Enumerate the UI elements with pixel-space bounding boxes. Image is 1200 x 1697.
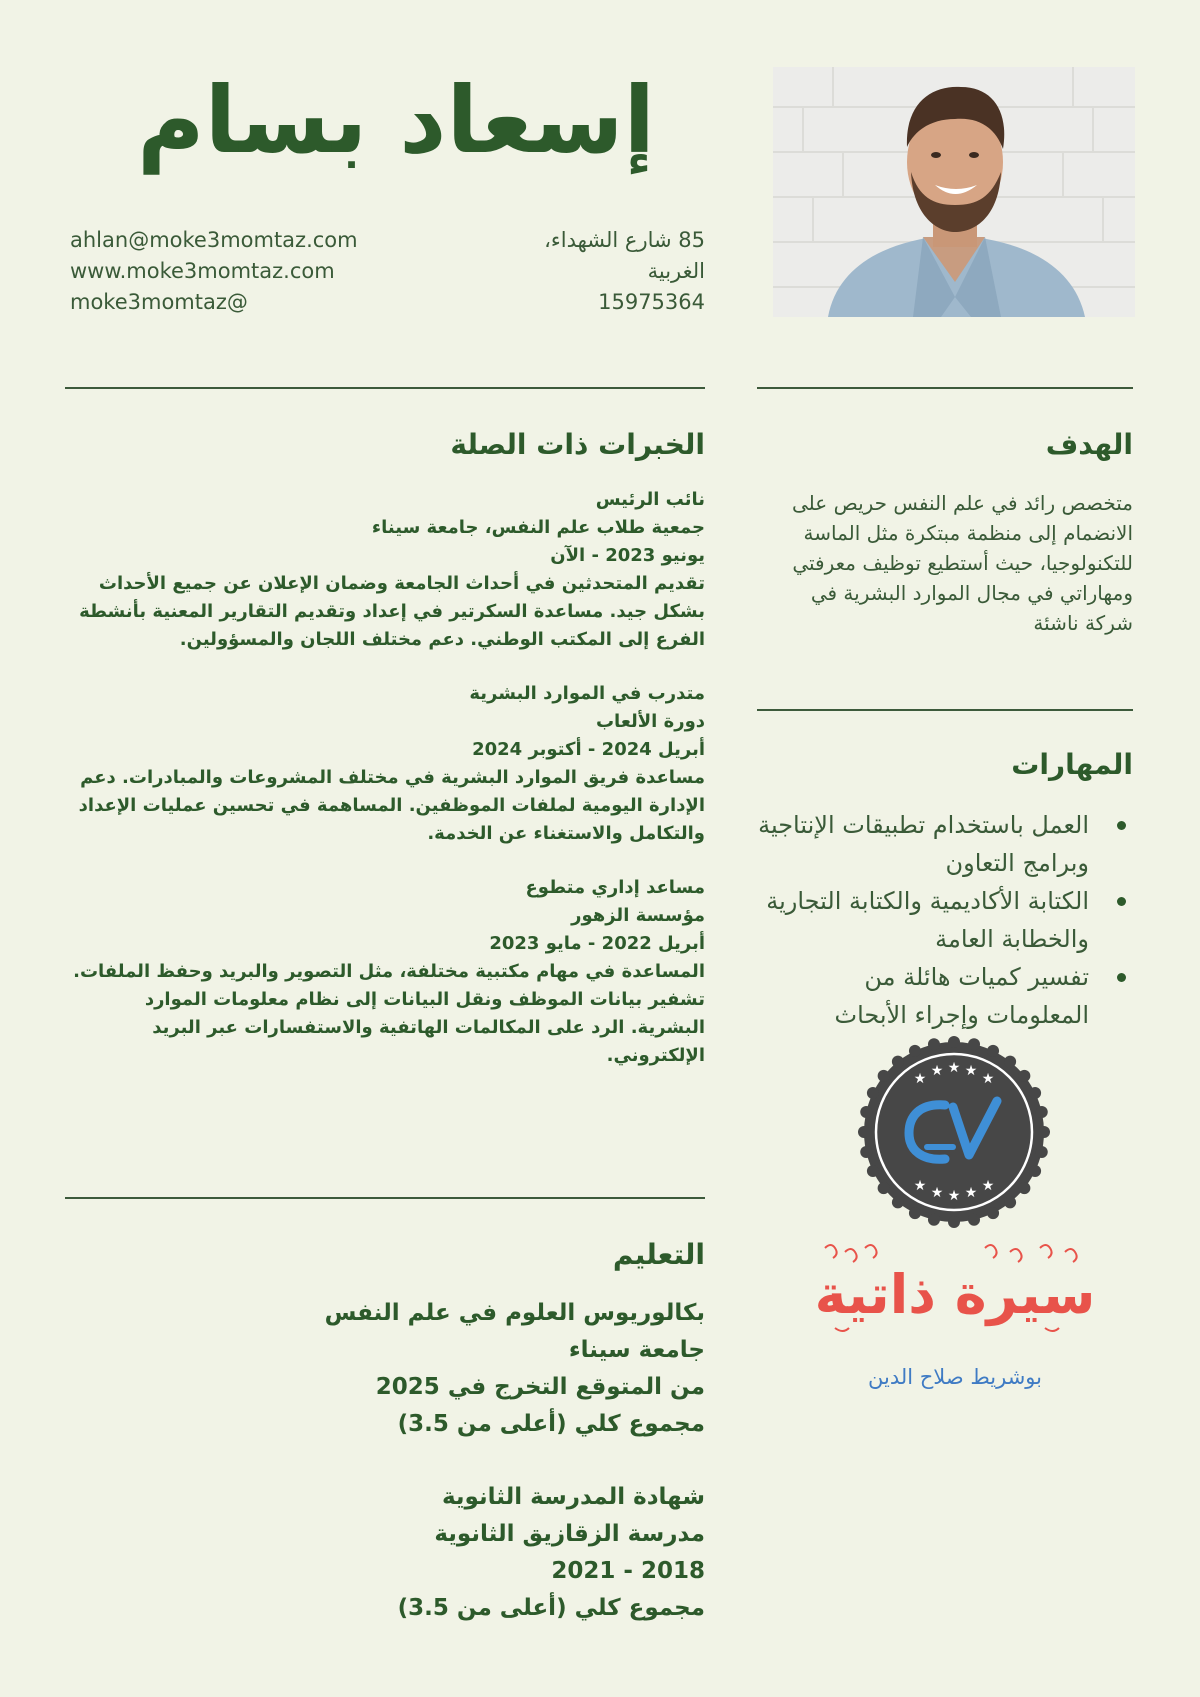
job-entry [65, 486, 705, 654]
svg-text:★: ★ [930, 1063, 944, 1079]
logo-author: بوشريط صلاح الدين [867, 1365, 1042, 1389]
job-role: متدرب في الموارد البشرية [469, 683, 705, 704]
skill-text: العمل باستخدام تطبيقات الإنتاجية وبرامج التعاون [758, 811, 1089, 877]
svg-text:★: ★ [964, 1185, 978, 1201]
address-region: الغربية [647, 259, 705, 283]
job-role: نائب الرئيس [595, 489, 705, 510]
cv-seal-icon [857, 1035, 1051, 1229]
education-list [65, 1295, 705, 1663]
job-entry [65, 680, 705, 848]
social-handle[interactable]: moke3momtaz@ [70, 290, 248, 314]
degree-dates: 2018 - 2021 [551, 1558, 705, 1584]
divider-left-top [65, 387, 705, 389]
candidate-name: إسعاد بسام [137, 67, 655, 174]
degree-dates: من المتوقع التخرج في 2025 [375, 1374, 705, 1400]
divider-right-middle [757, 709, 1133, 711]
svg-text:★: ★ [913, 1178, 927, 1194]
seal-scallop [892, 1056, 904, 1068]
seal-scallop [878, 1182, 890, 1194]
cv-title-text: سيرة ذاتية [814, 1263, 1096, 1326]
degree-entry [65, 1295, 705, 1443]
seal-scallop [909, 1045, 921, 1057]
svg-text:★: ★ [913, 1071, 927, 1087]
seal-scallop [1018, 1070, 1030, 1082]
seal-scallop [1004, 1056, 1016, 1068]
degree-entry [65, 1479, 705, 1627]
skills-heading: المهارات [1011, 748, 1133, 781]
skills-list [758, 806, 1133, 1034]
skill-text: الكتابة الأكاديمية والكتابة التجارية والخطابة العامة [766, 887, 1089, 953]
degree-gpa: مجموع كلي (أعلى من 3.5) [397, 1411, 705, 1437]
job-description: تقديم المتحدثين في أحداث الجامعة وضمان الإعلان عن جميع الأحداث بشكل جيد. مساعدة السكرتير في إعداد وتقديم التقارير المعنية بأنشطة الفرع إلى المكتب الوطني. دعم مختلف اللجان والمسؤولين. [79, 573, 705, 650]
experience-heading: الخبرات ذات الصلة [450, 428, 705, 461]
email-link[interactable]: ahlan@moke3momtaz.com [70, 228, 358, 252]
seal-scallop [987, 1207, 999, 1219]
seal-scallop [892, 1196, 904, 1208]
bullet-icon [1117, 973, 1126, 982]
seal-scallop [968, 1214, 980, 1226]
seal-scallop [1036, 1106, 1048, 1118]
svg-text:★: ★ [947, 1188, 961, 1204]
job-role: مساعد إداري متطوع [525, 877, 705, 898]
objective-heading: الهدف [1045, 428, 1133, 461]
cv-badge-logo [857, 1035, 1051, 1229]
objective-text: متخصص رائد في علم النفس حريص على الانضمام إلى منظمة مبتكرة مثل الماسة للتكنولوجيا، حيث أستطيع توظيف معرفتي ومهاراتي في مجال الموارد البشرية في شركة ناشئة [791, 491, 1133, 635]
phone-number: 15975364 [598, 290, 705, 314]
skill-item [758, 882, 1133, 958]
seal-scallop [948, 1216, 960, 1228]
seal-scallop [1038, 1126, 1050, 1138]
contact-block [70, 225, 410, 318]
job-entry [65, 874, 705, 1070]
seal-scallop [860, 1106, 872, 1118]
seal-scallop [867, 1165, 879, 1177]
seal-scallop [860, 1146, 872, 1158]
degree-name: بكالوريوس العلوم في علم النفس [324, 1300, 705, 1326]
seal-scallop [1018, 1182, 1030, 1194]
seal-scallop [858, 1126, 870, 1138]
seal-scallop [909, 1207, 921, 1219]
address-street: 85 شارع الشهداء، [544, 228, 705, 252]
degree-gpa: مجموع كلي (أعلى من 3.5) [397, 1595, 705, 1621]
divider-right-top [757, 387, 1133, 389]
degree-school: مدرسة الزقازيق الثانوية [434, 1521, 705, 1547]
degree-name: شهادة المدرسة الثانوية [441, 1484, 705, 1510]
seal-scallop [928, 1038, 940, 1050]
seal-scallop [948, 1036, 960, 1048]
seal-scallop [987, 1045, 999, 1057]
svg-text:★: ★ [981, 1178, 995, 1194]
degree-school: جامعة سيناء [568, 1337, 705, 1363]
job-description: المساعدة في مهام مكتبية مختلفة، مثل التصوير والبريد وحفظ الملفات. تشفير بيانات الموظف ونقل البيانات إلى نظام معلومات الموارد البشرية. الرد على المكالمات الهاتفية والاستفسارات عبر البريد الإلكتروني. [73, 961, 705, 1066]
job-dates: أبريل 2024 - أكتوبر 2024 [472, 739, 705, 760]
job-description: مساعدة فريق الموارد البشرية في مختلف المشروعات والمبادرات. دعم الإدارة اليومية لملفات الموظفين. المساهمة في تحسين عمليات الإعداد والتكامل والاستغناء عن الخدمة. [78, 767, 705, 844]
seal-scallop [867, 1087, 879, 1099]
divider-left-bottom [65, 1197, 705, 1199]
profile-photo [773, 67, 1135, 317]
profile-photo-illustration [773, 67, 1135, 317]
svg-text:★: ★ [981, 1071, 995, 1087]
job-organization: مؤسسة الزهور [571, 905, 705, 926]
svg-text:★: ★ [964, 1063, 978, 1079]
svg-text:★: ★ [947, 1060, 961, 1076]
bullet-icon [1117, 897, 1126, 906]
address-block [495, 225, 705, 318]
seal-scallop [878, 1070, 890, 1082]
experience-list [65, 486, 705, 1096]
skill-item [758, 806, 1133, 882]
seal-scallop [928, 1214, 940, 1226]
job-organization: دورة الألعاب [595, 711, 705, 732]
seal-scallop [1004, 1196, 1016, 1208]
cv-calligraphy-title [805, 1238, 1105, 1338]
seal-scallop [968, 1038, 980, 1050]
skill-text: تفسير كميات هائلة من المعلومات وإجراء الأبحاث [834, 963, 1089, 1029]
job-dates: أبريل 2022 - مايو 2023 [489, 933, 705, 954]
seal-scallop [1029, 1087, 1041, 1099]
seal-scallop [1029, 1165, 1041, 1177]
seal-scallop [1036, 1146, 1048, 1158]
job-organization: جمعية طلاب علم النفس، جامعة سيناء [371, 517, 705, 538]
job-dates: يونيو 2023 - الآن [550, 545, 705, 566]
education-heading: التعليم [612, 1238, 705, 1271]
bullet-icon [1117, 821, 1126, 830]
skill-item [758, 958, 1133, 1034]
website-link[interactable]: www.moke3momtaz.com [70, 259, 335, 283]
arabic-calligraphy-logo [805, 1238, 1105, 1338]
svg-text:★: ★ [930, 1185, 944, 1201]
